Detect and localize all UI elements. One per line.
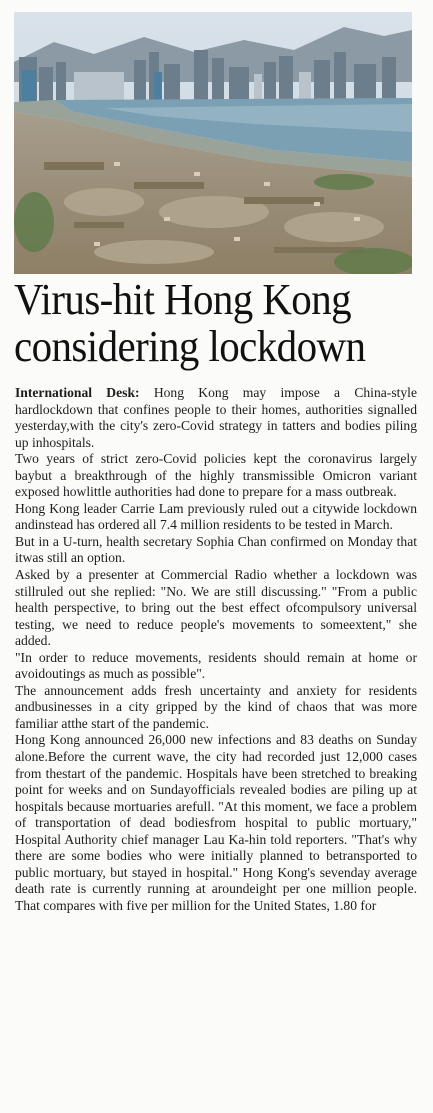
paragraph-text: Hong Kong may impose a China-style hardlockdown that confines people to their homes, authorities signalled yesterday,with the city's zero-Covid strategy in tatters and bodies piling up inhospitals.	[15, 385, 417, 450]
article-paragraph-3: Hong Kong leader Carrie Lam previously ruled out a citywide lockdown andinstead has ordered all 7.4 million residents to be tested in March.	[15, 500, 417, 533]
article-paragraph-6: "In order to reduce movements, residents should remain at home or avoidoutings as much as possible".	[15, 649, 417, 682]
dateline-label: International Desk:	[15, 385, 140, 400]
article-headline	[14, 276, 391, 370]
headline-line-1: Virus-hit Hong Kong	[14, 275, 352, 324]
hong-kong-harbour-photo	[14, 12, 412, 274]
headline-line-2: considering lockdown	[14, 322, 366, 371]
article-paragraph-1	[15, 385, 417, 451]
article-paragraph-7: The announcement adds fresh uncertainty and anxiety for residents andbusinesses in a city gripped by the kind of chaos that was more familiar atthe start of the pandemic.	[15, 682, 417, 731]
article-paragraph-5: Asked by a presenter at Commercial Radio whether a lockdown was stillruled out she replied: "No. We are still discussing." "From a public health perspective, to bring out the best effect ofcompulsory universal testing, we need to reduce people's movements to someextent," she added.	[15, 567, 417, 649]
article-paragraph-2: Two years of strict zero-Covid policies kept the coronavirus largely baybut a breakthrough of the highly transmissible Omicron variant exposed howlittle authorities had done to prepare for a mass outbreak.	[15, 451, 417, 500]
article-paragraph-4: But in a U-turn, health secretary Sophia Chan confirmed on Monday that itwas still an option.	[15, 533, 417, 566]
article-paragraph-8: Hong Kong announced 26,000 new infections and 83 deaths on Sunday alone.Before the current wave, the city had recorded just 12,000 cases from thestart of the pandemic. Hospitals have been stretched to breaking point for weeks and on Sundayofficials revealed bodies are piling up at hospitals because mortuaries arefull. "At this moment, we face a problem of transportation of dead bodiesfrom hospital to public mortuary," Hospital Authority chief manager Lau Ka-hin told reporters. "That's why there are some bodies who were initially planned to betransported to public mortuary, but stayed in hospital." Hong Kong's sevenday average death rate is currently running at aroundeight per one million people. That compares with five per million for the United States, 1.80 for	[15, 732, 417, 913]
article-body	[15, 385, 417, 915]
